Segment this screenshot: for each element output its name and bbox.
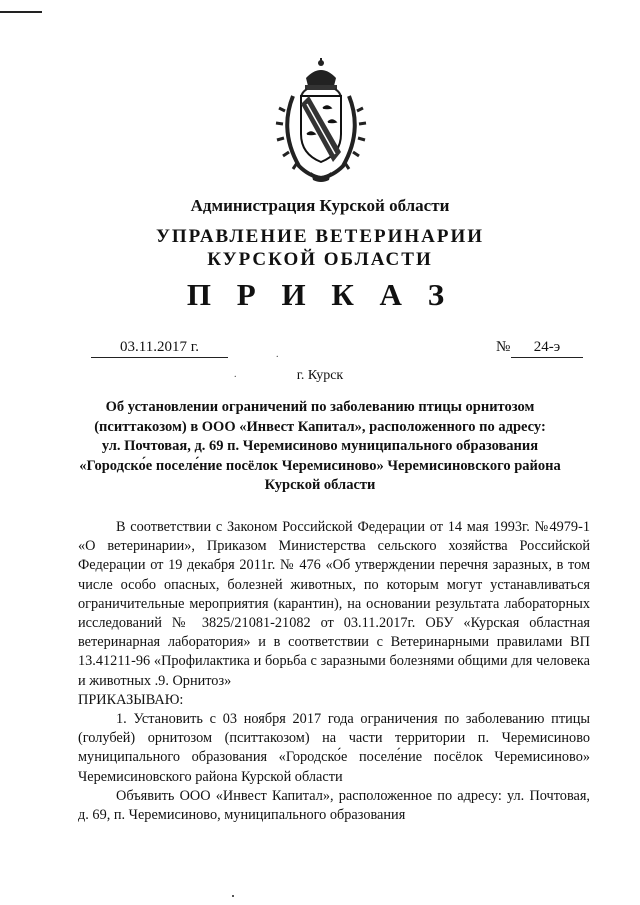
scan-speck: . xyxy=(276,349,279,360)
department-line-1: УПРАВЛЕНИЕ ВЕТЕРИНАРИИ xyxy=(155,226,485,247)
order-word: ПРИКАЗЫВАЮ: xyxy=(78,691,184,708)
order-title xyxy=(70,398,570,496)
title-line-1: Об установлении ограничений по заболеванию птицы орнитозом xyxy=(105,399,535,415)
announcement-paragraph: Объявить ООО «Инвест Капитал», расположенное по адресу: ул. Почтовая, д. 69, п. Черемисиново, муниципального образования xyxy=(78,787,590,824)
order-item-1: 1. Установить с 03 ноября 2017 года ограничения по заболеванию птицы (голубей) орнитозом (пситтакозом) на части территории п. Черемисиново муниципального образования «Городско́е поселе́ние посёлок Черемисиново» Черемисиновского района Курской области xyxy=(78,711,590,785)
scan-speck: . xyxy=(234,369,237,380)
title-line-4: «Городско́е поселе́ние посёлок Черемисиново» Черемисиновского района xyxy=(79,457,561,474)
department-line-2: КУРСКОЙ ОБЛАСТИ xyxy=(207,249,433,270)
scan-speck xyxy=(232,895,234,897)
order-date: 03.11.2017 г. xyxy=(91,339,228,358)
administration-name: Администрация Курской области xyxy=(190,196,450,215)
title-line-2: (пситтакозом) в ООО «Инвест Капитал», расположенного по адресу: xyxy=(94,418,546,435)
kursk-coat-of-arms-emblem xyxy=(271,56,371,184)
preamble-paragraph: В соответствии с Законом Российской Федерации от 14 мая 1993г. №4979-1 «О ветеринарии», Приказом Министерства сельского хозяйства Российской Федерации от 19 декабря 2011г. № 476 «Об утверждении перечня заразных, в том числе особо опасных, болезней животных, по которым могут устанавливаться ограничительные мероприятия (карантин), на основании результата лабораторных исследований № 3825/21081-21082 от 03.11.2017г. ОБУ «Курская областная ветеринарная лаборатория» и в соответствии с Ветеринарными правилами ВП 13.41211-96 «Профилактика и борьба с заразными болезнями общими для человека и животных .9. Орнитоз» xyxy=(78,519,590,689)
city-name: г. Курск xyxy=(296,368,344,383)
department-name xyxy=(0,225,640,271)
number-sign: № xyxy=(496,339,511,355)
corner-scan-mark xyxy=(0,11,42,13)
order-body xyxy=(78,518,590,825)
title-line-5: Курской области xyxy=(264,477,376,493)
title-line-3: ул. Почтовая, д. 69 п. Черемисиново муниципального образования xyxy=(101,438,539,454)
order-number: 24-э xyxy=(511,339,583,358)
document-type-heading: П Р И К А З xyxy=(186,277,454,312)
